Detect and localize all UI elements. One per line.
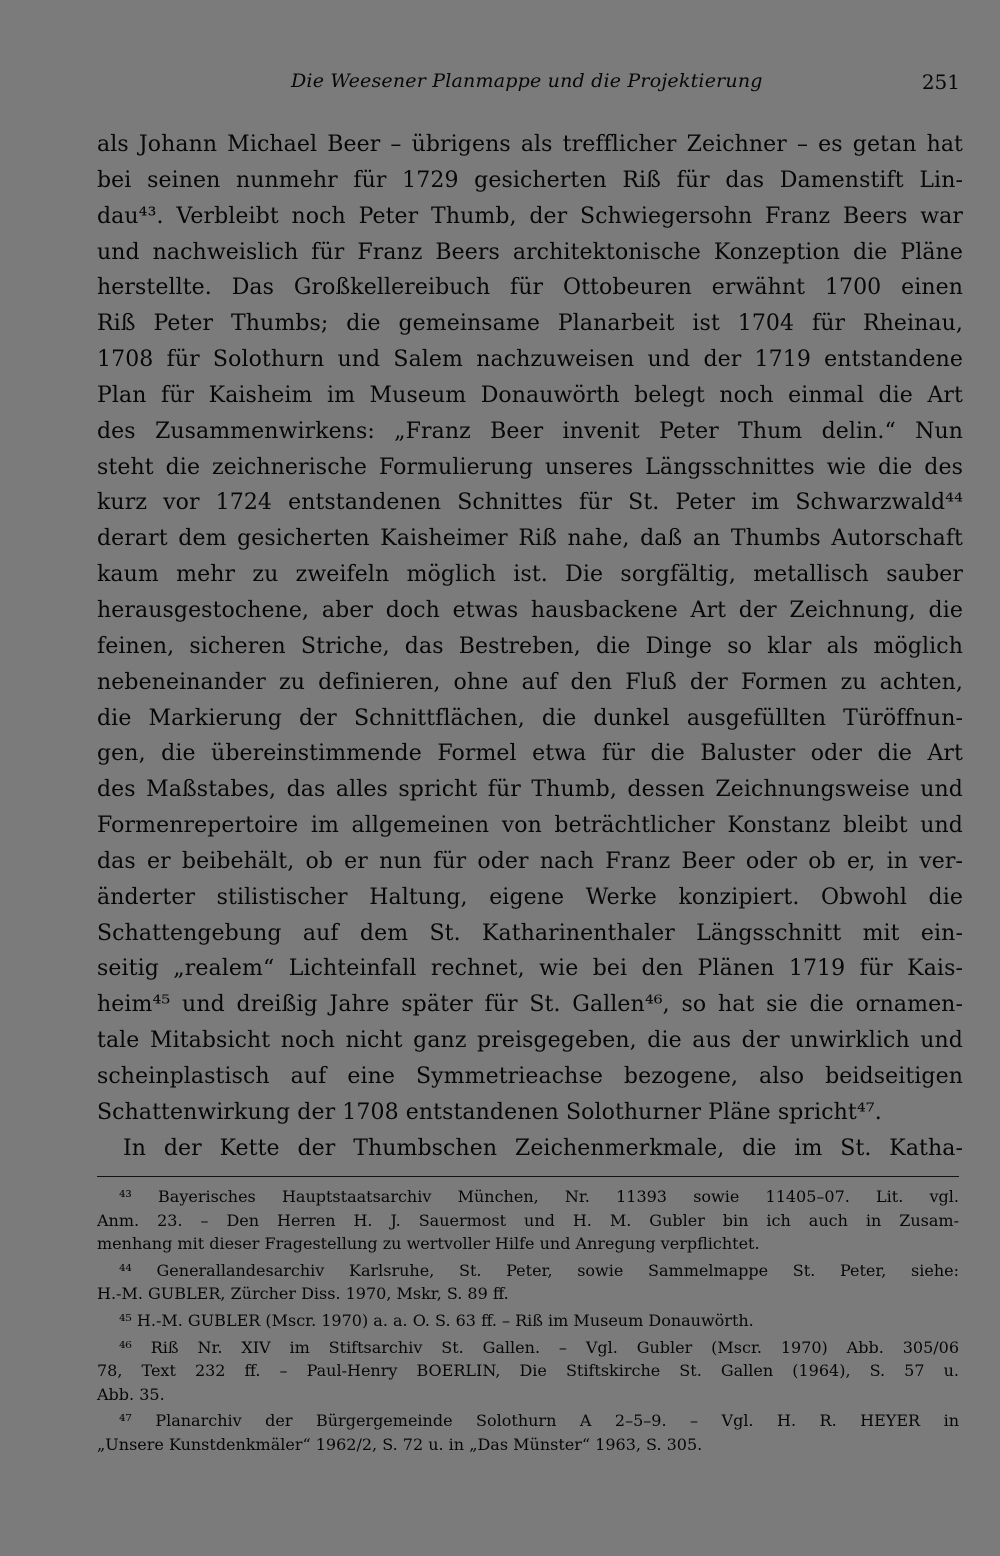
body-line: die Markierung der Schnittflächen, die dunkel ausgefüllten Türöffnun- [97,705,963,731]
footnote-45: ⁴⁵ H.-M. GUBLER (Mscr. 1970) a. a. O. S. 63 ff. – Riß im Museum Donauwörth. [119,1310,754,1330]
footnote-line: „Unsere Kunstdenkmäler“ 1962/2, S. 72 u. in „Das Münster“ 1963, S. 305. [97,1434,703,1454]
body-line: Riß Peter Thumbs; die gemeinsame Planarbeit ist 1704 für Rheinau, [97,311,963,337]
body-line: feinen, sicheren Striche, das Bestreben, die Dinge so klar als möglich [97,633,963,659]
body-line: dau⁴³. Verbleibt noch Peter Thumb, der Schwiegersohn Franz Beers war [97,203,963,229]
body-line: kurz vor 1724 entstandenen Schnittes für St. Peter im Schwarzwald⁴⁴ [97,490,963,516]
body-line: das er beibehält, ob er nun für oder nach Franz Beer oder ob er, in ver- [97,848,963,874]
body-line: heim⁴⁵ und dreißig Jahre später für St. Gallen⁴⁶, so hat sie die ornamen- [97,992,963,1018]
body-line: 1708 für Solothurn und Salem nachzuweisen und der 1719 entstandene [97,347,963,373]
footnote-47: ⁴⁷ Planarchiv der Bürgergemeinde Solothurn A 2–5–9. – Vgl. H. R. HEYER in [119,1411,959,1431]
footnote-46: ⁴⁶ Riß Nr. XIV im Stiftsarchiv St. Gallen. – Vgl. Gubler (Mscr. 1970) Abb. 305/06 [119,1337,959,1357]
body-line: seitig „realem“ Lichteinfall rechnet, wie bei den Plänen 1719 für Kais- [97,956,963,982]
body-line: des Maßstabes, das alles spricht für Thumb, dessen Zeichnungsweise und [97,777,963,803]
footnote-line: 78, Text 232 ff. – Paul-Henry BOERLIN, Die Stiftskirche St. Gallen (1964), S. 57 u. [97,1361,959,1381]
body-text [97,127,963,1166]
running-header [97,70,963,100]
body-line: als Johann Michael Beer – übrigens als trefflicher Zeichner – es getan hat [97,132,963,157]
body-line: Schattenwirkung der 1708 entstandenen Solothurner Pläne spricht⁴⁷. [97,1099,882,1125]
body-line: Schattengebung auf dem St. Katharinenthaler Längsschnitt mit ein- [97,920,963,946]
body-line: Formenrepertoire im allgemeinen von beträchtlicher Konstanz bleibt und [97,813,963,839]
footnote-44: ⁴⁴ Generallandesarchiv Karlsruhe, St. Peter, sowie Sammelmappe St. Peter, siehe: [119,1260,959,1280]
footnote-line: menhang mit dieser Fragestellung zu wertvoller Hilfe und Anregung verpflichtet. [97,1234,760,1254]
body-line: nebeneinander zu definieren, ohne auf den Fluß der Formen zu achten, [97,669,963,695]
footnote-line: Anm. 23. – Den Herren H. J. Sauermost und H. M. Gubler bin ich auch in Zusam- [97,1210,959,1230]
body-line: und nachweislich für Franz Beers architektonische Konzeption die Pläne [97,239,963,265]
body-line: gen, die übereinstimmende Formel etwa für die Baluster oder die Art [97,741,963,767]
body-line: änderter stilistischer Haltung, eigene Werke konzipiert. Obwohl die [97,884,963,910]
body-line: des Zusammenwirkens: „Franz Beer invenit Peter Thum delin.“ Nun [97,418,963,444]
footnotes [97,1185,959,1457]
body-line: steht die zeichnerische Formulierung unseres Längsschnittes wie die des [97,454,963,480]
footnote-43: ⁴³ Bayerisches Hauptstaatsarchiv München, Nr. 11393 sowie 11405–07. Lit. vgl. [119,1187,959,1206]
body-line: In der Kette der Thumbschen Zeichenmerkmale, die im St. Katha- [123,1135,963,1161]
body-line: scheinplastisch auf eine Symmetrieachse bezogene, also beidseitigen [97,1063,963,1089]
body-line: tale Mitabsicht noch nicht ganz preisgegeben, die aus der unwirklich und [97,1028,963,1054]
body-line: derart dem gesicherten Kaisheimer Riß nahe, daß an Thumbs Autorschaft [97,526,963,552]
body-line: Plan für Kaisheim im Museum Donauwörth belegt noch einmal die Art [97,382,963,408]
footnote-line: H.-M. GUBLER, Zürcher Diss. 1970, Mskr, S. 89 ff. [97,1284,509,1304]
footnote-line: Abb. 35. [97,1384,165,1404]
body-line: herausgestochene, aber doch etwas hausbackene Art der Zeichnung, die [97,597,963,623]
page-number: 251 [921,70,960,94]
body-line: kaum mehr zu zweifeln möglich ist. Die sorgfältig, metallisch sauber [97,562,963,588]
body-line: bei seinen nunmehr für 1729 gesicherten Riß für das Damenstift Lin- [97,167,963,193]
running-title: Die Weesener Planmappe und die Projektierung [291,70,763,92]
footnote-rule [97,1176,959,1177]
body-line: herstellte. Das Großkellereibuch für Ottobeuren erwähnt 1700 einen [97,275,963,301]
